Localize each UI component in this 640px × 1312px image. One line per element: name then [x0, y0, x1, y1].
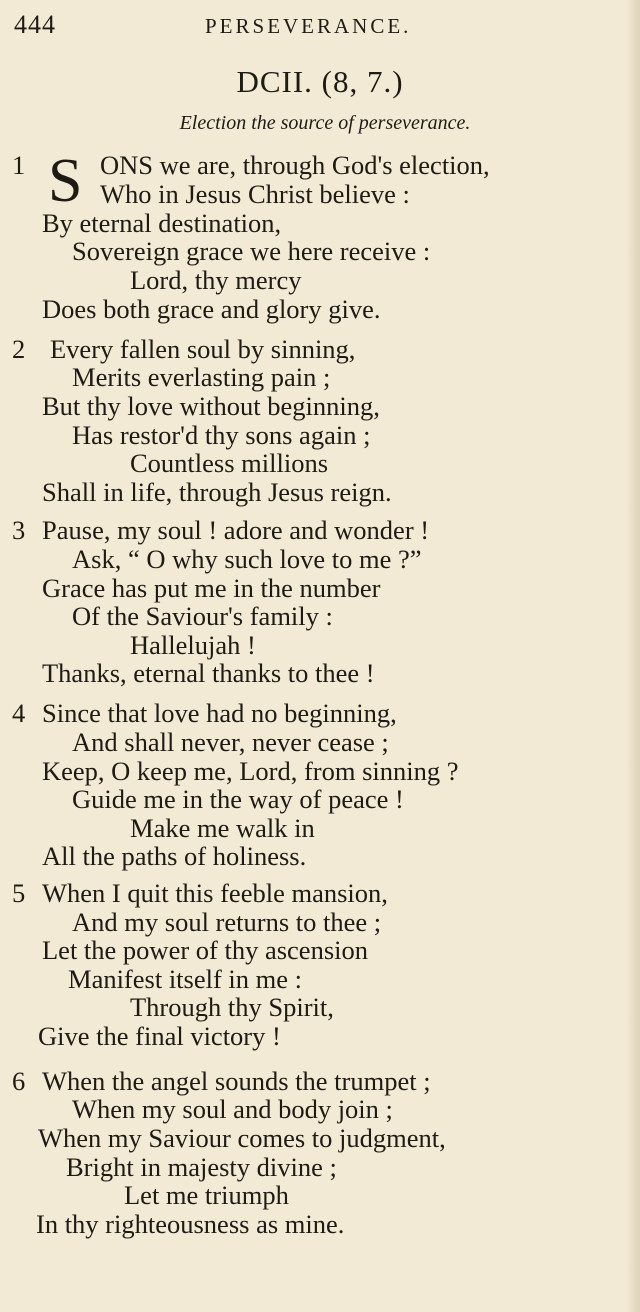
verse-line: Merits everlasting pain ;	[72, 362, 331, 392]
verse-line: When my soul and body join ;	[72, 1094, 393, 1124]
stanza-number: 3	[12, 515, 26, 545]
verse-line: But thy love without beginning,	[42, 391, 380, 421]
page-number: 444	[14, 10, 56, 39]
verse-line: By eternal destination,	[42, 208, 282, 238]
stanza-number: 2	[12, 334, 26, 364]
verse-line: Make me walk in	[130, 813, 315, 843]
verse-line: In thy righteousness as mine.	[36, 1209, 345, 1239]
verse-line: Pause, my soul ! adore and wonder !	[42, 515, 430, 545]
verse-line: And shall never, never cease ;	[72, 727, 389, 757]
verse-line: Give the final victory !	[38, 1021, 281, 1051]
verse-line: Who in Jesus Christ believe :	[100, 179, 410, 209]
verse-line: Keep, O keep me, Lord, from sinning ?	[42, 756, 459, 786]
verse-line: Shall in life, through Jesus reign.	[42, 477, 392, 507]
drop-cap: S	[48, 147, 83, 215]
verse-line: Sovereign grace we here receive :	[72, 236, 431, 266]
verse-line: Manifest itself in me :	[68, 964, 303, 994]
hymn-subtitle: Election the source of perseverance.	[179, 112, 471, 134]
running-head	[0, 10, 640, 40]
verse-line: All the paths of holiness.	[42, 841, 307, 871]
verse-line: When I quit this feeble mansion,	[42, 878, 388, 908]
running-title: PERSEVERANCE.	[205, 14, 412, 38]
verse-line: Lord, thy mercy	[130, 265, 302, 295]
verse-line: When my Saviour comes to judgment,	[38, 1123, 446, 1153]
verse-line: Grace has put me in the number	[42, 573, 381, 603]
verse-line: And my soul returns to thee ;	[72, 907, 382, 937]
verse-line: Thanks, eternal thanks to thee !	[42, 658, 375, 688]
stanza-number: 4	[12, 698, 26, 728]
verse-line: Bright in majesty divine ;	[66, 1152, 337, 1182]
stanza-number: 1	[12, 150, 26, 180]
verse-line: Countless millions	[130, 448, 329, 478]
verse-line: Through thy Spirit,	[130, 992, 334, 1022]
verse-line: ONS we are, through God's election,	[100, 150, 490, 180]
verse-line: Has restor'd thy sons again ;	[72, 420, 371, 450]
verse-line: Ask, “ O why such love to me ?”	[72, 544, 422, 574]
verse-line: Let me triumph	[124, 1180, 289, 1210]
verse-line: Hallelujah !	[130, 630, 256, 660]
stanza-number: 6	[12, 1066, 26, 1096]
verse-line: Of the Saviour's family :	[72, 601, 333, 631]
verse-line: Let the power of thy ascension	[42, 935, 368, 965]
verse-line: Guide me in the way of peace !	[72, 784, 404, 814]
hymn-number: DCII. (8, 7.)	[236, 64, 404, 99]
verse-line: Does both grace and glory give.	[42, 294, 381, 324]
verse-line: When the angel sounds the trumpet ;	[42, 1066, 431, 1096]
verse-line: Since that love had no beginning,	[42, 698, 397, 728]
page-gutter-shade	[626, 0, 640, 1312]
verse-line: Every fallen soul by sinning,	[50, 334, 356, 364]
stanza-number: 5	[12, 878, 26, 908]
